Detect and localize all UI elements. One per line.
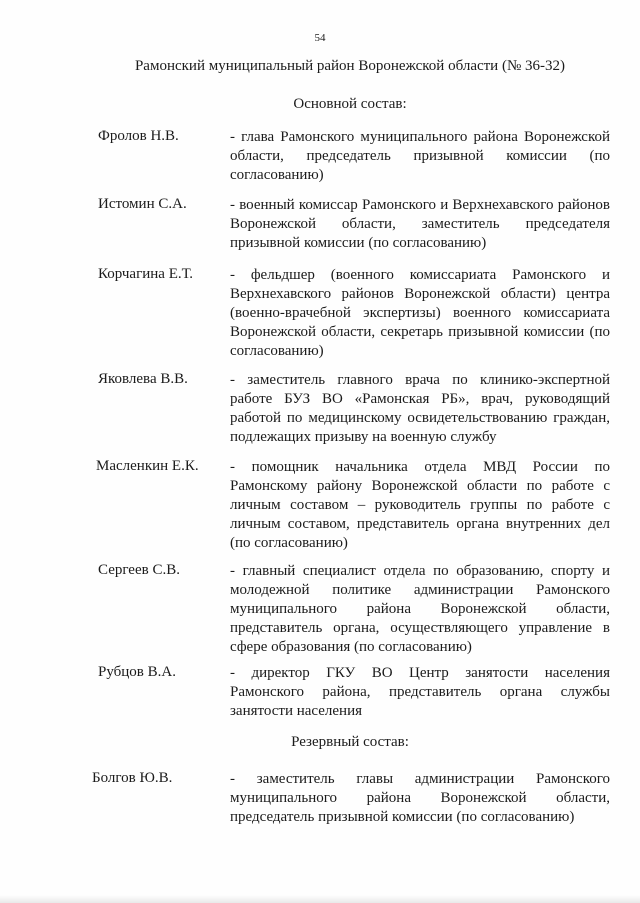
main-composition-heading: Основной состав:	[293, 96, 407, 112]
member-role: - глава Рамонского муниципального района Воронежской области, председатель призывной комиссии (по согласованию)	[230, 129, 610, 183]
member-role: - директор ГКУ ВО Центр занятости населения Рамонского района, представитель органа службы занятости населения	[230, 665, 610, 719]
page-number: 54	[314, 32, 326, 44]
member-role: - военный комиссар Рамонского и Верхнехавского районов Воронежской области, заместитель председателя призывной комиссии (по согласованию)	[230, 197, 610, 251]
member-name: Истомин С.А.	[98, 196, 187, 212]
member-name: Корчагина Е.Т.	[98, 266, 194, 282]
member-role: - главный специалист отдела по образованию, спорту и молодежной политике администрации Рамонского муниципального района Воронежской области, представитель органа, осуществляющего управление в сфере образования (по согласованию)	[230, 563, 610, 655]
document-title: Рамонский муниципальный район Воронежской области (№ 36-32)	[134, 58, 566, 74]
member-name: Яковлева В.В.	[98, 371, 188, 387]
member-role: - фельдшер (военного комиссариата Рамонского и Верхнехавского районов Воронежской области) центра (военно-врачебной экспертизы) военного комиссариата Воронежской области, секретарь призывной комиссии (по согласованию)	[230, 267, 610, 359]
reserve-composition-heading: Резервный состав:	[291, 734, 409, 750]
member-role: - помощник начальника отдела МВД России по Рамонскому району Воронежской области по работе с личным составом – руководитель группы по работе с личным составом, представитель органа внутренних дел (по согласованию)	[230, 459, 610, 551]
member-name: Фролов Н.В.	[98, 128, 179, 144]
scan-edge	[0, 895, 640, 903]
member-name: Масленкин Е.К.	[96, 458, 199, 474]
member-name: Болгов Ю.В.	[92, 770, 173, 786]
member-role: - заместитель главы администрации Рамонского муниципального района Воронежской области, председатель призывной комиссии (по согласованию)	[230, 771, 610, 825]
member-role: - заместитель главного врача по клинико-экспертной работе БУЗ ВО «Рамонская РБ», врач, руководящий работой по медицинскому освидетельствованию граждан, подлежащих призыву на военную службу	[230, 372, 610, 445]
member-name: Рубцов В.А.	[98, 664, 176, 680]
member-name: Сергеев С.В.	[98, 562, 180, 578]
